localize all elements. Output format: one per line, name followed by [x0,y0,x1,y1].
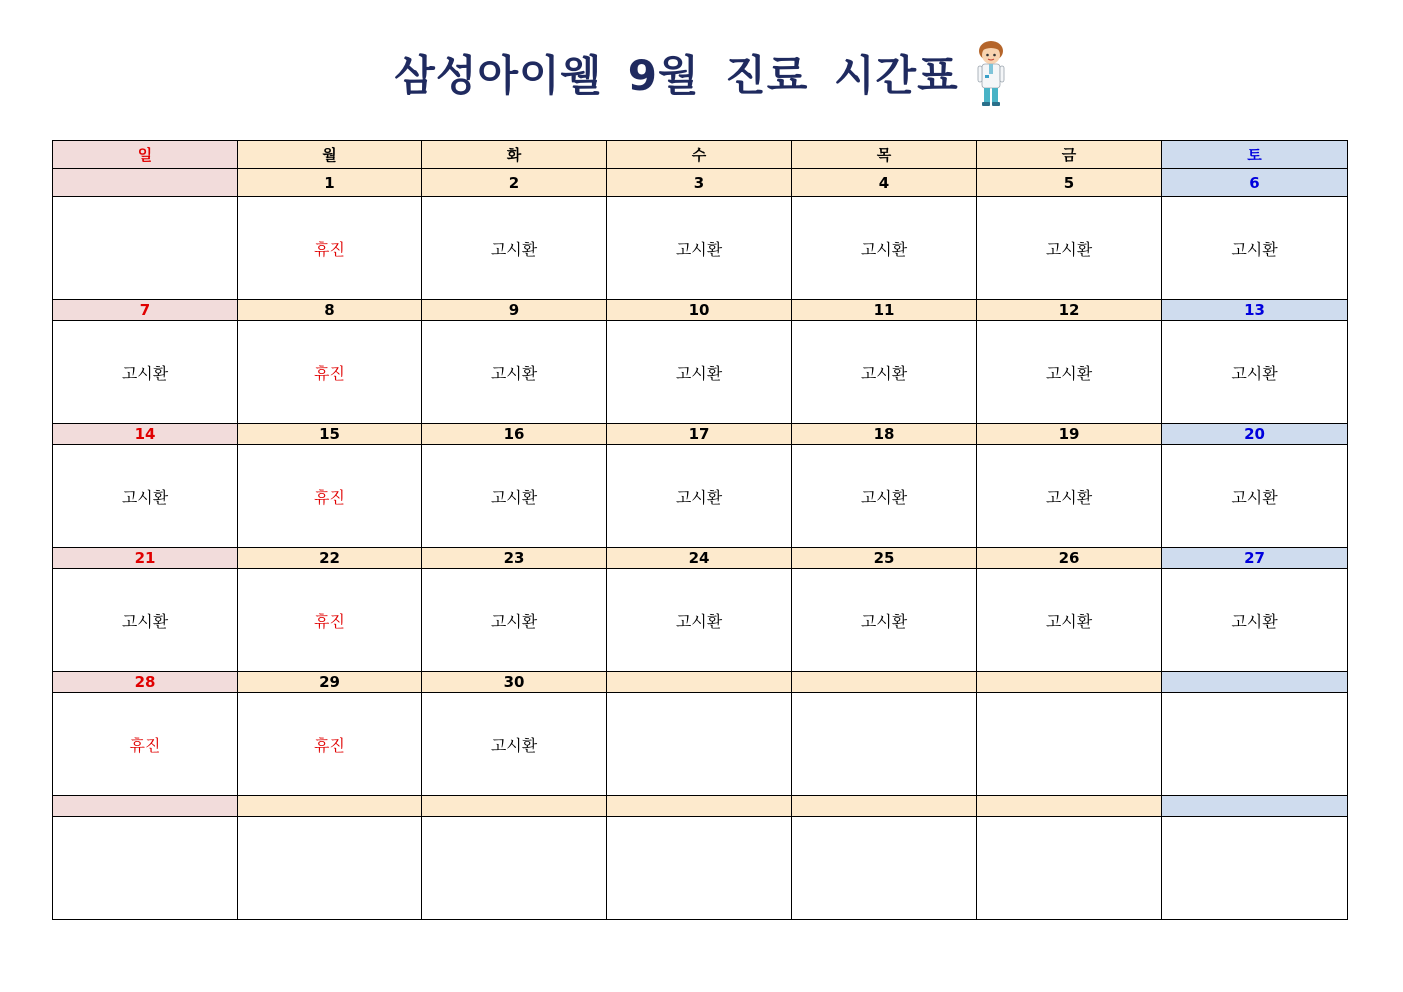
date-cell: 26 [977,548,1162,569]
date-cell: 17 [607,424,792,445]
date-cell: 20 [1162,424,1348,445]
date-cell: 25 [792,548,977,569]
date-cell: 12 [977,300,1162,321]
date-cell: 24 [607,548,792,569]
date-cell: 19 [977,424,1162,445]
schedule-row [53,197,1348,300]
date-row [53,300,1348,321]
schedule-cell [792,693,977,796]
schedule-calendar [52,140,1348,920]
date-cell: 3 [607,169,792,197]
date-cell [1162,672,1348,693]
schedule-cell: 고시환 [422,693,607,796]
schedule-cell: 휴진 [238,569,422,672]
schedule-cell: 고시환 [422,445,607,548]
date-cell: 16 [422,424,607,445]
weekday-thu: 목 [792,141,977,169]
date-cell: 2 [422,169,607,197]
schedule-cell: 고시환 [977,321,1162,424]
date-cell: 29 [238,672,422,693]
weekday-sun: 일 [53,141,238,169]
schedule-cell: 휴진 [238,445,422,548]
schedule-cell: 고시환 [422,197,607,300]
weekday-header-row [53,141,1348,169]
date-cell: 6 [1162,169,1348,197]
schedule-cell: 고시환 [792,569,977,672]
schedule-cell [607,693,792,796]
schedule-cell: 고시환 [977,197,1162,300]
schedule-cell: 고시환 [607,445,792,548]
date-cell [53,796,238,817]
schedule-cell: 고시환 [792,445,977,548]
schedule-cell: 고시환 [422,569,607,672]
date-cell: 28 [53,672,238,693]
schedule-cell [607,817,792,920]
date-cell: 27 [1162,548,1348,569]
date-cell: 1 [238,169,422,197]
date-cell [53,169,238,197]
page-title: 삼성아이웰 9월 진료 시간표 [394,51,959,100]
date-cell: 18 [792,424,977,445]
schedule-cell [977,817,1162,920]
weekday-fri: 금 [977,141,1162,169]
date-row [53,424,1348,445]
date-cell [792,672,977,693]
date-cell [607,672,792,693]
date-cell [607,796,792,817]
schedule-row [53,569,1348,672]
schedule-cell: 휴진 [238,197,422,300]
schedule-cell: 고시환 [607,569,792,672]
weekday-tue: 화 [422,141,607,169]
title-bar [0,38,1403,108]
schedule-cell [422,817,607,920]
date-cell [238,796,422,817]
date-cell: 8 [238,300,422,321]
weekday-sat: 토 [1162,141,1348,169]
schedule-cell: 휴진 [53,693,238,796]
schedule-cell: 고시환 [792,321,977,424]
date-cell: 13 [1162,300,1348,321]
date-cell [422,796,607,817]
date-cell: 4 [792,169,977,197]
date-cell: 23 [422,548,607,569]
date-row [53,672,1348,693]
schedule-cell: 고시환 [792,197,977,300]
schedule-row [53,445,1348,548]
date-cell: 7 [53,300,238,321]
schedule-cell [792,817,977,920]
date-cell: 30 [422,672,607,693]
date-cell: 22 [238,548,422,569]
schedule-cell [53,817,238,920]
schedule-cell: 고시환 [422,321,607,424]
date-cell [977,672,1162,693]
schedule-cell [238,817,422,920]
date-cell [1162,796,1348,817]
doctor-icon [973,39,1009,107]
date-cell: 5 [977,169,1162,197]
schedule-cell: 고시환 [1162,445,1348,548]
schedule-cell: 고시환 [53,321,238,424]
date-cell: 10 [607,300,792,321]
date-cell [977,796,1162,817]
schedule-cell [1162,693,1348,796]
schedule-cell: 고시환 [1162,197,1348,300]
date-cell: 14 [53,424,238,445]
date-cell: 15 [238,424,422,445]
weekday-wed: 수 [607,141,792,169]
date-row [53,169,1348,197]
schedule-row [53,693,1348,796]
date-row [53,796,1348,817]
schedule-cell [1162,817,1348,920]
date-cell: 11 [792,300,977,321]
schedule-cell: 고시환 [53,445,238,548]
date-row [53,548,1348,569]
schedule-cell: 고시환 [607,321,792,424]
schedule-row [53,817,1348,920]
schedule-cell: 고시환 [977,445,1162,548]
schedule-cell: 휴진 [238,321,422,424]
schedule-cell: 고시환 [977,569,1162,672]
schedule-cell: 고시환 [53,569,238,672]
schedule-cell: 고시환 [1162,321,1348,424]
schedule-row [53,321,1348,424]
date-cell [792,796,977,817]
schedule-cell: 휴진 [238,693,422,796]
schedule-cell: 고시환 [1162,569,1348,672]
schedule-cell [977,693,1162,796]
date-cell: 21 [53,548,238,569]
schedule-cell [53,197,238,300]
schedule-cell: 고시환 [607,197,792,300]
weekday-mon: 월 [238,141,422,169]
date-cell: 9 [422,300,607,321]
